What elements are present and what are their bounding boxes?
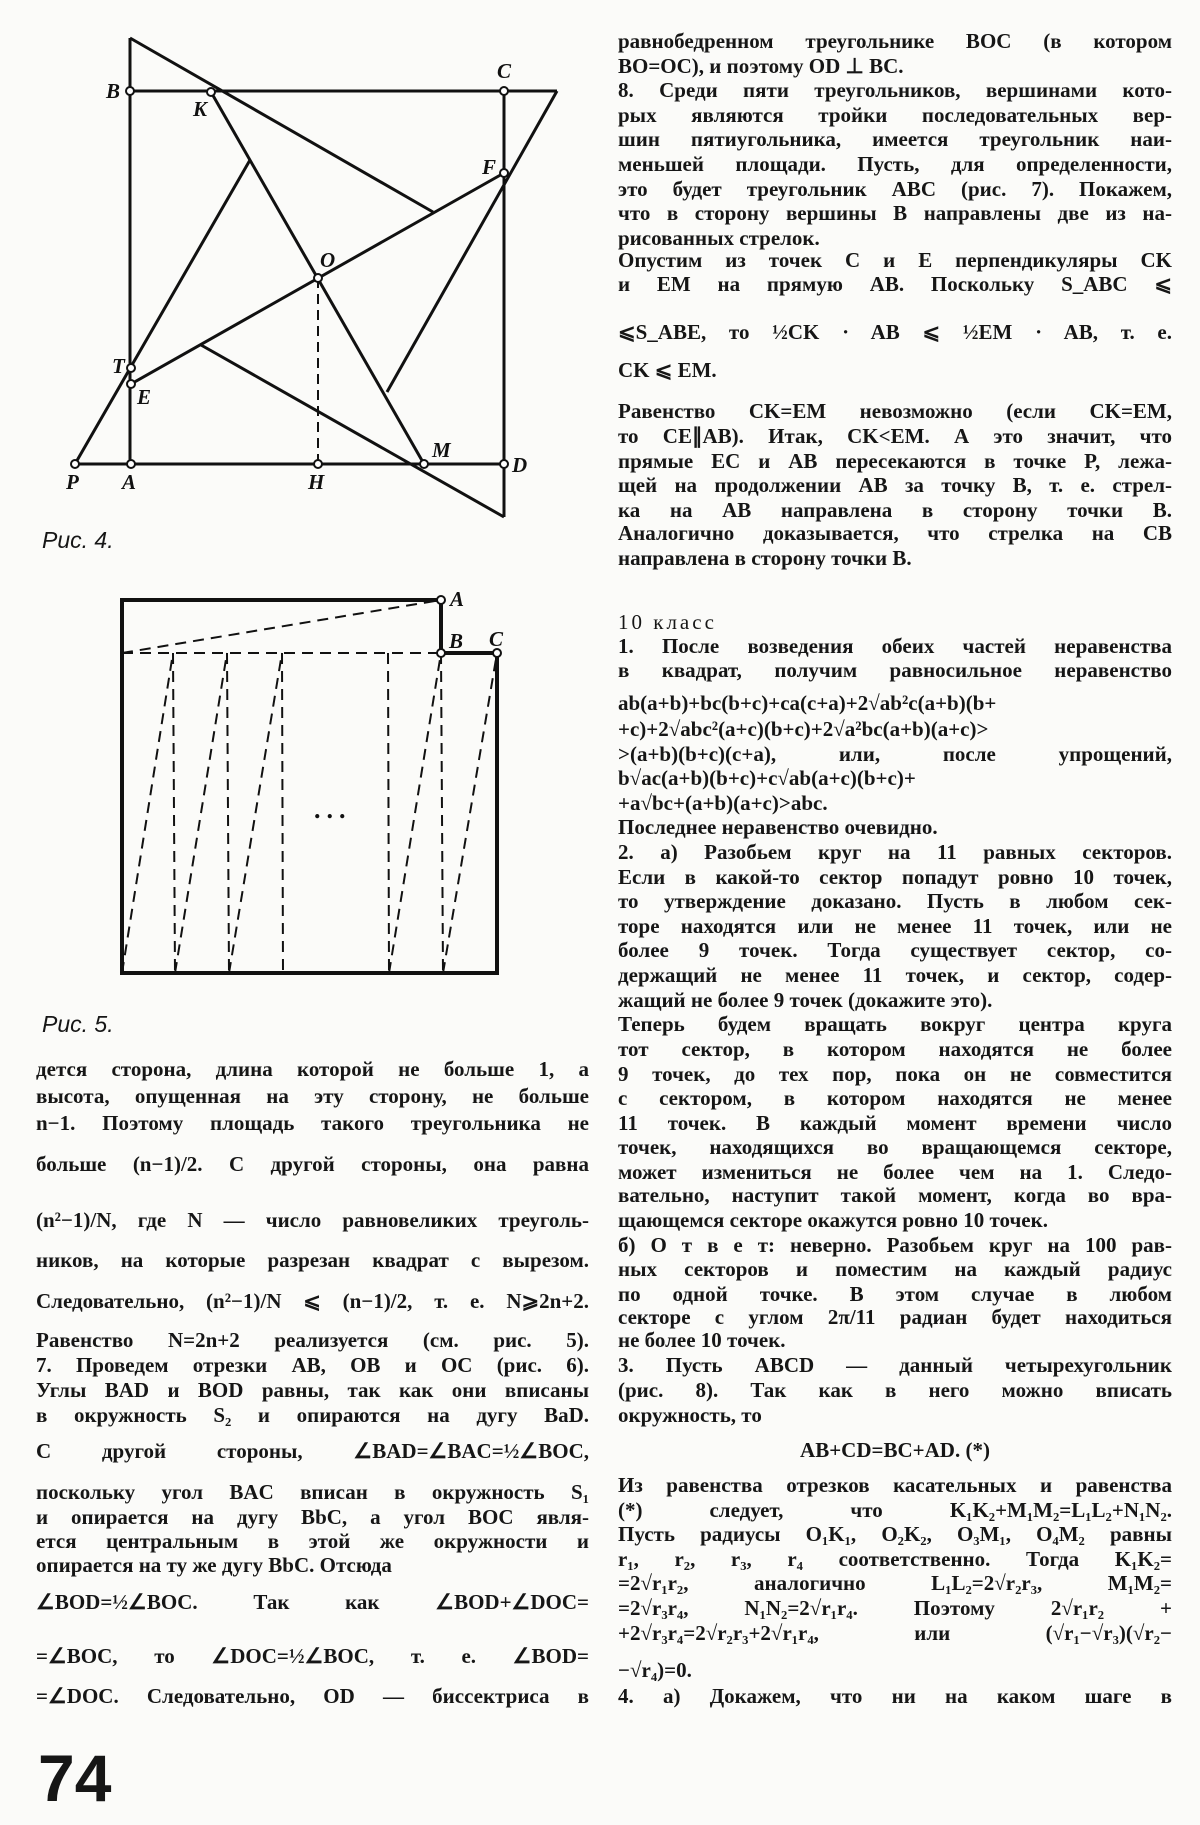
text-line: b√ac(a+b)(b+c)+c√ab(a+c)(b+c)+: [618, 766, 916, 790]
figure-5: [122, 596, 501, 973]
text-line: =∠DOC. Следовательно, OD — биссектриса в: [36, 1684, 589, 1708]
text-line: 2. а) Разобьем круг на 11 равных секторов.: [618, 840, 1172, 864]
text-line: это будет треугольник ABC (рис. 7). Покажем,: [618, 177, 1172, 201]
text-line: щей на продолжении AB за точку B, т. е. стрел-: [618, 473, 1172, 497]
text-line: Углы BAD и BOD равны, так как они вписаны: [36, 1378, 589, 1402]
text-line: тот сектор, в котором находятся не более: [618, 1037, 1172, 1061]
text-line: точек, находящихся во вращающемся секторе,: [618, 1135, 1172, 1159]
text-line: 4. а) Докажем, что ни на каком шаге в: [618, 1684, 1172, 1708]
fig4-label-O: O: [320, 248, 336, 272]
text-line: с сектором, в котором находятся не менее: [618, 1086, 1172, 1110]
text-line: Аналогично доказывается, что стрелка на CB: [618, 521, 1172, 545]
fig4-label-C: C: [497, 59, 512, 83]
text-line: Равенство N=2n+2 реализуется (см. рис. 5).: [36, 1328, 589, 1352]
text-line: ка на AB направлена в сторону точки B.: [618, 498, 1172, 522]
text-line: щающемся секторе окажутся ровно 10 точек.: [618, 1208, 1048, 1232]
text-line: =2√r₁r₂, аналогично L₁L₂=2√r₂r₃, M₁M₂=: [618, 1571, 1172, 1595]
text-line: направлена в сторону точки B.: [618, 546, 912, 570]
fig4-label-K: K: [193, 97, 208, 121]
fig4-points: [71, 87, 508, 468]
fig4-label-D: D: [512, 453, 528, 477]
text-line: =∠BOC, то ∠DOC=½∠BOC, т. е. ∠BOD=: [36, 1644, 589, 1668]
text-line: рисованных стрелок.: [618, 226, 820, 250]
text-line: 7. Проведем отрезки AB, OB и OC (рис. 6).: [36, 1353, 589, 1377]
text-line: (рис. 8). Так как в него можно вписать: [618, 1378, 1172, 1402]
text-line: что в сторону вершины B направлены две из на-: [618, 201, 1172, 225]
text-line: ников, на которые разрезан квадрат с вырезом.: [36, 1248, 589, 1272]
text-line: (n²−1)/N, где N — число равновеликих треуголь-: [36, 1208, 589, 1232]
text-line: по одной точке. В этом случае в любом: [618, 1282, 1172, 1306]
text-line: секторе с углом 2π/11 радиан будет находиться: [618, 1305, 1172, 1329]
fig5-label-A: A: [450, 587, 465, 611]
text-line: 1. После возведения обеих частей неравенства: [618, 634, 1172, 658]
text-line: не более 10 точек.: [618, 1328, 786, 1352]
text-line: меньшей площади. Пусть, для определенности,: [618, 152, 1172, 176]
text-line: +c)+2√abc²(a+c)(b+c)+2√a²bc(a+b)(a+c)>: [618, 717, 989, 741]
fig4-label-M: M: [432, 438, 451, 462]
text-line: 3. Пусть ABCD — данный четырехугольник: [618, 1353, 1172, 1377]
fig4-label-E: E: [137, 385, 152, 409]
fig5-ellipsis: ...: [314, 795, 352, 824]
text-line: может измениться не более чем на 1. Следо-: [618, 1160, 1172, 1184]
fig4-label-P: P: [66, 470, 79, 494]
text-line: б) О т в е т: неверно. Разобьем круг на 100 рав-: [618, 1233, 1172, 1257]
text-line: ab(a+b)+bc(b+c)+ca(c+a)+2√ab²c(a+b)(b+: [618, 691, 997, 715]
text-line: в квадрат, получим равносильное неравенство: [618, 658, 1172, 682]
text-line: Пусть радиусы O₁K₁, O₂K₂, O₃M₁, O₄M₂ равны: [618, 1522, 1172, 1546]
figure-4: [71, 38, 557, 517]
text-line: 9 точек, до тех пор, пока он не совместится: [618, 1062, 1172, 1086]
text-line: жащий не более 9 точек (докажите это).: [618, 988, 993, 1012]
fig4-label-A: A: [122, 470, 137, 494]
text-line: (*) следует, что K₁K₂+M₁M₂=L₁L₂+N₁N₂.: [618, 1498, 1172, 1522]
text-line: и EM на прямую AB. Поскольку S_ABC ⩽: [618, 272, 1172, 296]
text-line: вательно, наступит такой момент, когда во вра-: [618, 1183, 1172, 1207]
text-line: более 9 точек. Тогда существует сектор, со-: [618, 938, 1172, 962]
text-line: равнобедренном треугольнике BOC (в котором: [618, 29, 1172, 53]
text-line: ных секторов и поместим на каждый радиус: [618, 1257, 1172, 1281]
text-line: в окружность S₂ и опираются на дугу BaD.: [36, 1403, 589, 1427]
text-line: +2√r₃r₄=2√r₂r₃+2√r₁r₄, или (√r₁−√r₃)(√r₂−: [618, 1621, 1172, 1645]
text-line: и опирается на дугу BbC, а угол BOC явля-: [36, 1505, 589, 1529]
text-line: С другой стороны, ∠BAD=∠BAC=½∠BOC,: [36, 1439, 589, 1463]
text-line: торе находятся или не менее 11 точек, или не: [618, 914, 1172, 938]
fig4-line-PT: [75, 160, 250, 464]
figure-5-caption: Рис. 5.: [42, 1011, 114, 1037]
fig4-line-tip: [387, 91, 557, 392]
text-line: Из равенства отрезков касательных и равенства: [618, 1473, 1172, 1497]
text-line: r₁, r₂, r₃, r₄ соответственно. Тогда K₁K₂=: [618, 1547, 1172, 1571]
text-line: +a√bc+(a+b)(a+c)>abc.: [618, 791, 828, 815]
text-line: Следовательно, (n²−1)/N ⩽ (n−1)/2, т. е. N⩾2n+2.: [36, 1289, 589, 1313]
fig5-label-B: B: [449, 629, 464, 653]
text-line: прямые EC и AB пересекаются в точке P, лежа-: [618, 449, 1172, 473]
text-line: держащий не менее 11 точек, и сектор, содер-: [618, 963, 1172, 987]
text-line: −√r₄)=0.: [618, 1658, 692, 1682]
text-line: рых являются тройки последовательных вер-: [618, 103, 1172, 127]
text-line: AB+CD=BC+AD. (*): [800, 1438, 990, 1462]
text-line: то CE∥AB). Итак, CK<EM. А это значит, что: [618, 424, 1172, 448]
fig4-line-apex: [130, 38, 433, 212]
text-line: 8. Среди пяти треугольников, вершинами кото-: [618, 78, 1172, 102]
fig4-label-B: B: [106, 79, 121, 103]
text-line: Если в какой-то сектор попадут ровно 10 точек,: [618, 865, 1172, 889]
text-line: Опустим из точек C и E перпендикуляры CK: [618, 248, 1172, 272]
fig4-label-T: T: [112, 354, 125, 378]
text-line: больше (n−1)/2. С другой стороны, она равна: [36, 1152, 589, 1176]
text-line: BO=OC), и поэтому OD ⊥ BC.: [618, 54, 904, 78]
text-line: поскольку угол BAC вписан в окружность S₁: [36, 1480, 589, 1504]
text-line: шин пятиугольника, имеется треугольник наи-: [618, 127, 1172, 151]
text-line: CK ⩽ EM.: [618, 358, 717, 382]
fig4-label-H: H: [308, 470, 325, 494]
text-line: ∠BOD=½∠BOC. Так как ∠BOD+∠DOC=: [36, 1590, 589, 1614]
text-line: n−1. Поэтому площадь такого треугольника не: [36, 1111, 589, 1135]
page-number: 74: [38, 1741, 112, 1815]
text-line: =2√r₃r₄, N₁N₂=2√r₁r₄. Поэтому 2√r₁r₂ +: [618, 1596, 1172, 1620]
text-line: опирается на ту же дугу BbC. Отсюда: [36, 1553, 392, 1577]
text-line: ется центральным в этой же окружности и: [36, 1529, 589, 1553]
text-line: Теперь будем вращать вокруг центра круга: [618, 1012, 1172, 1036]
fig4-line-bottom: [201, 345, 504, 517]
text-line: дется сторона, длина которой не больше 1, а: [36, 1057, 589, 1081]
text-line: Равенство CK=EM невозможно (если CK=EM,: [618, 399, 1172, 423]
section-heading: 10 класс: [618, 610, 717, 634]
text-line: >(a+b)(b+c)(c+a), или, после упрощений,: [618, 742, 1172, 766]
fig4-label-F: F: [482, 155, 497, 179]
text-line: то утверждение доказано. Пусть в любом сек-: [618, 889, 1172, 913]
text-line: окружность, то: [618, 1403, 762, 1427]
fig5-label-C: C: [489, 627, 504, 651]
text-line: высота, опущенная на эту сторону, не больше: [36, 1084, 589, 1108]
text-line: Последнее неравенство очевидно.: [618, 815, 938, 839]
text-line: ⩽S_ABE, то ½CK · AB ⩽ ½EM · AB, т. е.: [618, 320, 1172, 344]
text-line: 11 точек. В каждый момент времени число: [618, 1111, 1172, 1135]
figure-4-caption: Рис. 4.: [42, 527, 114, 553]
